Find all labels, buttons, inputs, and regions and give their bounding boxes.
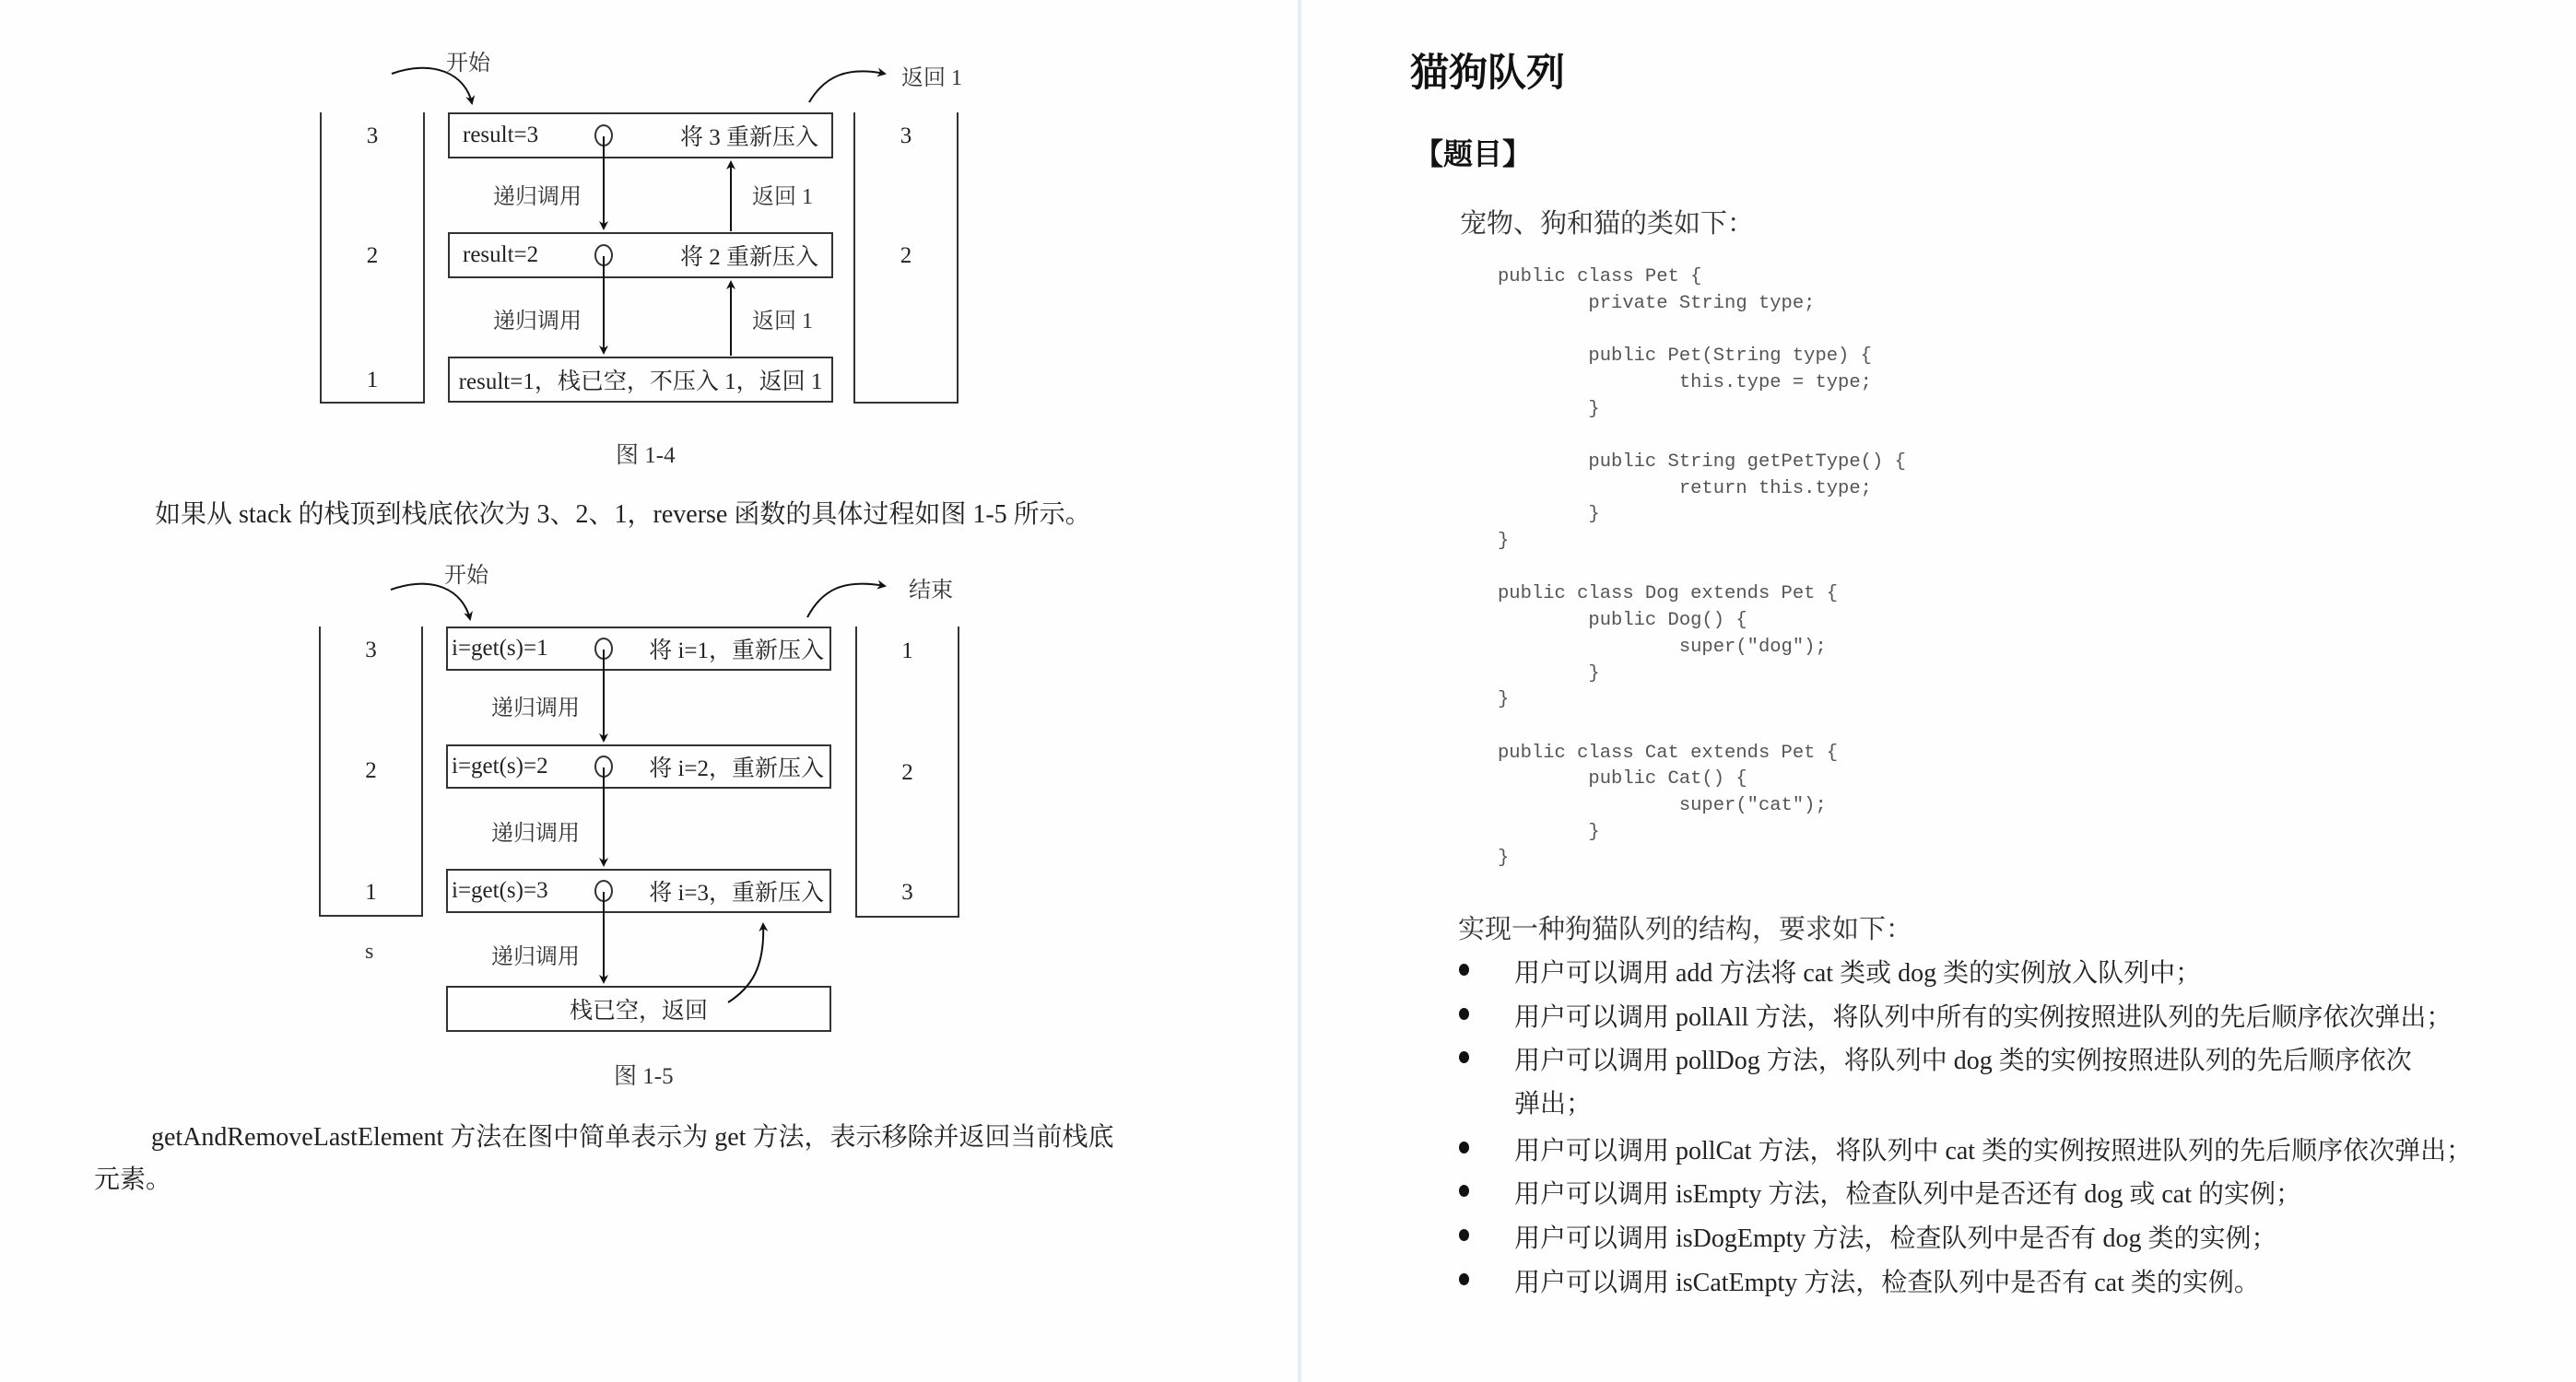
requirements-intro: 实现一种狗猫队列的结构，要求如下： (1458, 915, 1913, 944)
bullet-icon (1459, 1185, 1469, 1197)
stack-value: 1 (366, 368, 379, 392)
bullet-icon (1459, 1008, 1469, 1020)
bullet-icon (1459, 1273, 1469, 1285)
frame-get-1 (446, 627, 831, 671)
stack-value: 1 (365, 880, 377, 905)
stack-value: 2 (901, 760, 913, 785)
stack-value: 1 (901, 638, 913, 663)
code-line: public Cat() { (1498, 768, 1747, 791)
frame-left-text: i=get(s)=1 (452, 636, 548, 661)
call-node-icon (594, 124, 613, 146)
frame-left-text: result=3 (463, 123, 539, 147)
code-line: } (1498, 689, 1510, 711)
stack-value: 2 (900, 243, 912, 268)
recursive-call-label: 递归调用 (491, 697, 580, 720)
code-line: private String type; (1498, 292, 1816, 314)
code-line: super("dog"); (1498, 636, 1827, 658)
code-line: public class Pet { (1498, 266, 1702, 287)
recursive-call-label: 递归调用 (493, 185, 582, 209)
code-line: } (1498, 531, 1510, 553)
code-line: return this.type; (1498, 477, 1872, 499)
intro-text: 宠物、狗和猫的类如下： (1460, 209, 1755, 239)
frame-right-text: 将 i=2，重新压入 (649, 756, 824, 781)
figure-caption: 图 1-5 (614, 1064, 674, 1089)
original-stack (319, 627, 423, 917)
code-line: public class Cat extends Pet { (1498, 742, 1839, 764)
reversed-stack (853, 112, 959, 404)
frame-empty-base (446, 986, 831, 1032)
code-line: } (1498, 662, 1600, 685)
frame-right-text: 将 i=3，重新压入 (649, 881, 824, 906)
code-line: super("cat"); (1498, 795, 1827, 817)
call-node-icon (594, 880, 613, 902)
list-item-text: 用户可以调用 isEmpty 方法，检查队列中是否还有 dog 或 cat 的实例； (1514, 1180, 2301, 1209)
stack-value: 2 (366, 243, 379, 268)
right-page (1301, 0, 2576, 1382)
code-line: } (1498, 821, 1600, 843)
figure-caption: 图 1-4 (616, 443, 676, 468)
frame-result-3 (448, 112, 833, 158)
paragraph: 如果从 stack 的栈顶到栈底依次为 3、2、1，reverse 函数的具体过程如图 1-5 所示。 (155, 500, 1091, 529)
stack-value: 3 (901, 880, 913, 905)
code-line: public String getPetType() { (1498, 451, 1906, 473)
bullet-icon (1459, 1051, 1469, 1063)
list-item-text: 用户可以调用 isDogEmpty 方法，检查队列中是否有 dog 类的实例； (1514, 1224, 2277, 1253)
frame-result-2 (448, 232, 833, 278)
code-line: } (1498, 398, 1600, 420)
start-label: 开始 (444, 564, 488, 588)
section-title: 猫狗队列 (1410, 50, 1566, 95)
code-line (1498, 317, 1906, 344)
stack-value: 2 (365, 758, 377, 783)
return-label: 返回 1 (752, 185, 813, 209)
recursive-call-label: 递归调用 (491, 822, 580, 846)
code-line: } (1498, 504, 1600, 526)
code-line (1498, 423, 1906, 450)
frame-center-text: 栈已空，返回 (569, 999, 708, 1024)
problem-heading: 【题目】 (1414, 136, 1533, 171)
call-node-icon (594, 244, 613, 266)
code-line (1498, 714, 1906, 741)
list-item-text-continuation: 弹出； (1514, 1090, 1593, 1118)
code-line: } (1498, 848, 1510, 870)
recursive-call-label: 递归调用 (491, 945, 580, 969)
bullet-icon (1459, 1229, 1469, 1241)
bullet-icon (1459, 1142, 1469, 1154)
call-node-icon (594, 755, 613, 778)
bullet-icon (1459, 964, 1469, 976)
start-label: 开始 (446, 52, 490, 76)
end-label: 返回 1 (901, 66, 962, 90)
frame-result-1 (448, 357, 833, 403)
frame-get-3 (446, 869, 831, 913)
list-item-text: 用户可以调用 pollDog 方法，将队列中 dog 类的实例按照进队列的先后顺序依次 (1514, 1047, 2412, 1075)
frame-get-2 (446, 744, 831, 789)
paragraph: getAndRemoveLastElement 方法在图中简单表示为 get 方法，表示移除并返回当前栈底 (151, 1123, 1114, 1152)
code-line: public Pet(String type) { (1498, 346, 1872, 368)
frame-left-text: i=get(s)=2 (452, 754, 548, 779)
code-line: this.type = type; (1498, 371, 1872, 393)
code-line (1498, 556, 1906, 582)
stack-value: 3 (365, 638, 377, 662)
frame-right-text: 将 i=1，重新压入 (649, 638, 824, 663)
call-node-icon (594, 638, 613, 660)
recursive-call-label: 递归调用 (493, 310, 582, 334)
frame-right-text: 将 2 重新压入 (679, 245, 818, 270)
stack-value: 3 (900, 123, 912, 148)
list-item-text: 用户可以调用 isCatEmpty 方法，检查队列中是否有 cat 类的实例。 (1514, 1269, 2260, 1297)
code-line: public Dog() { (1498, 610, 1747, 632)
paragraph-continuation: 元素。 (94, 1165, 172, 1194)
list-item-text: 用户可以调用 pollCat 方法，将队列中 cat 类的实例按照进队列的先后顺序依次弹出； (1514, 1137, 2473, 1165)
original-stack (320, 112, 425, 404)
list-item-text: 用户可以调用 pollAll 方法，将队列中所有的实例按照进队列的先后顺序依次弹出； (1514, 1003, 2452, 1032)
return-label: 返回 1 (752, 310, 813, 334)
stack-name-label: s (365, 940, 374, 964)
frame-left-text: result=2 (463, 242, 539, 267)
frame-left-text: i=get(s)=3 (452, 878, 548, 903)
list-item-text: 用户可以调用 add 方法将 cat 类或 dog 类的实例放入队列中； (1514, 959, 2202, 988)
stack-value: 3 (366, 123, 379, 148)
frame-right-text: 将 3 重新压入 (679, 125, 818, 150)
frame-center-text: result=1，栈已空，不压入 1，返回 1 (458, 369, 823, 394)
code-block (1498, 264, 1906, 873)
reversed-stack (855, 627, 959, 918)
end-label: 结束 (909, 579, 953, 603)
code-line: public class Dog extends Pet { (1498, 583, 1839, 605)
